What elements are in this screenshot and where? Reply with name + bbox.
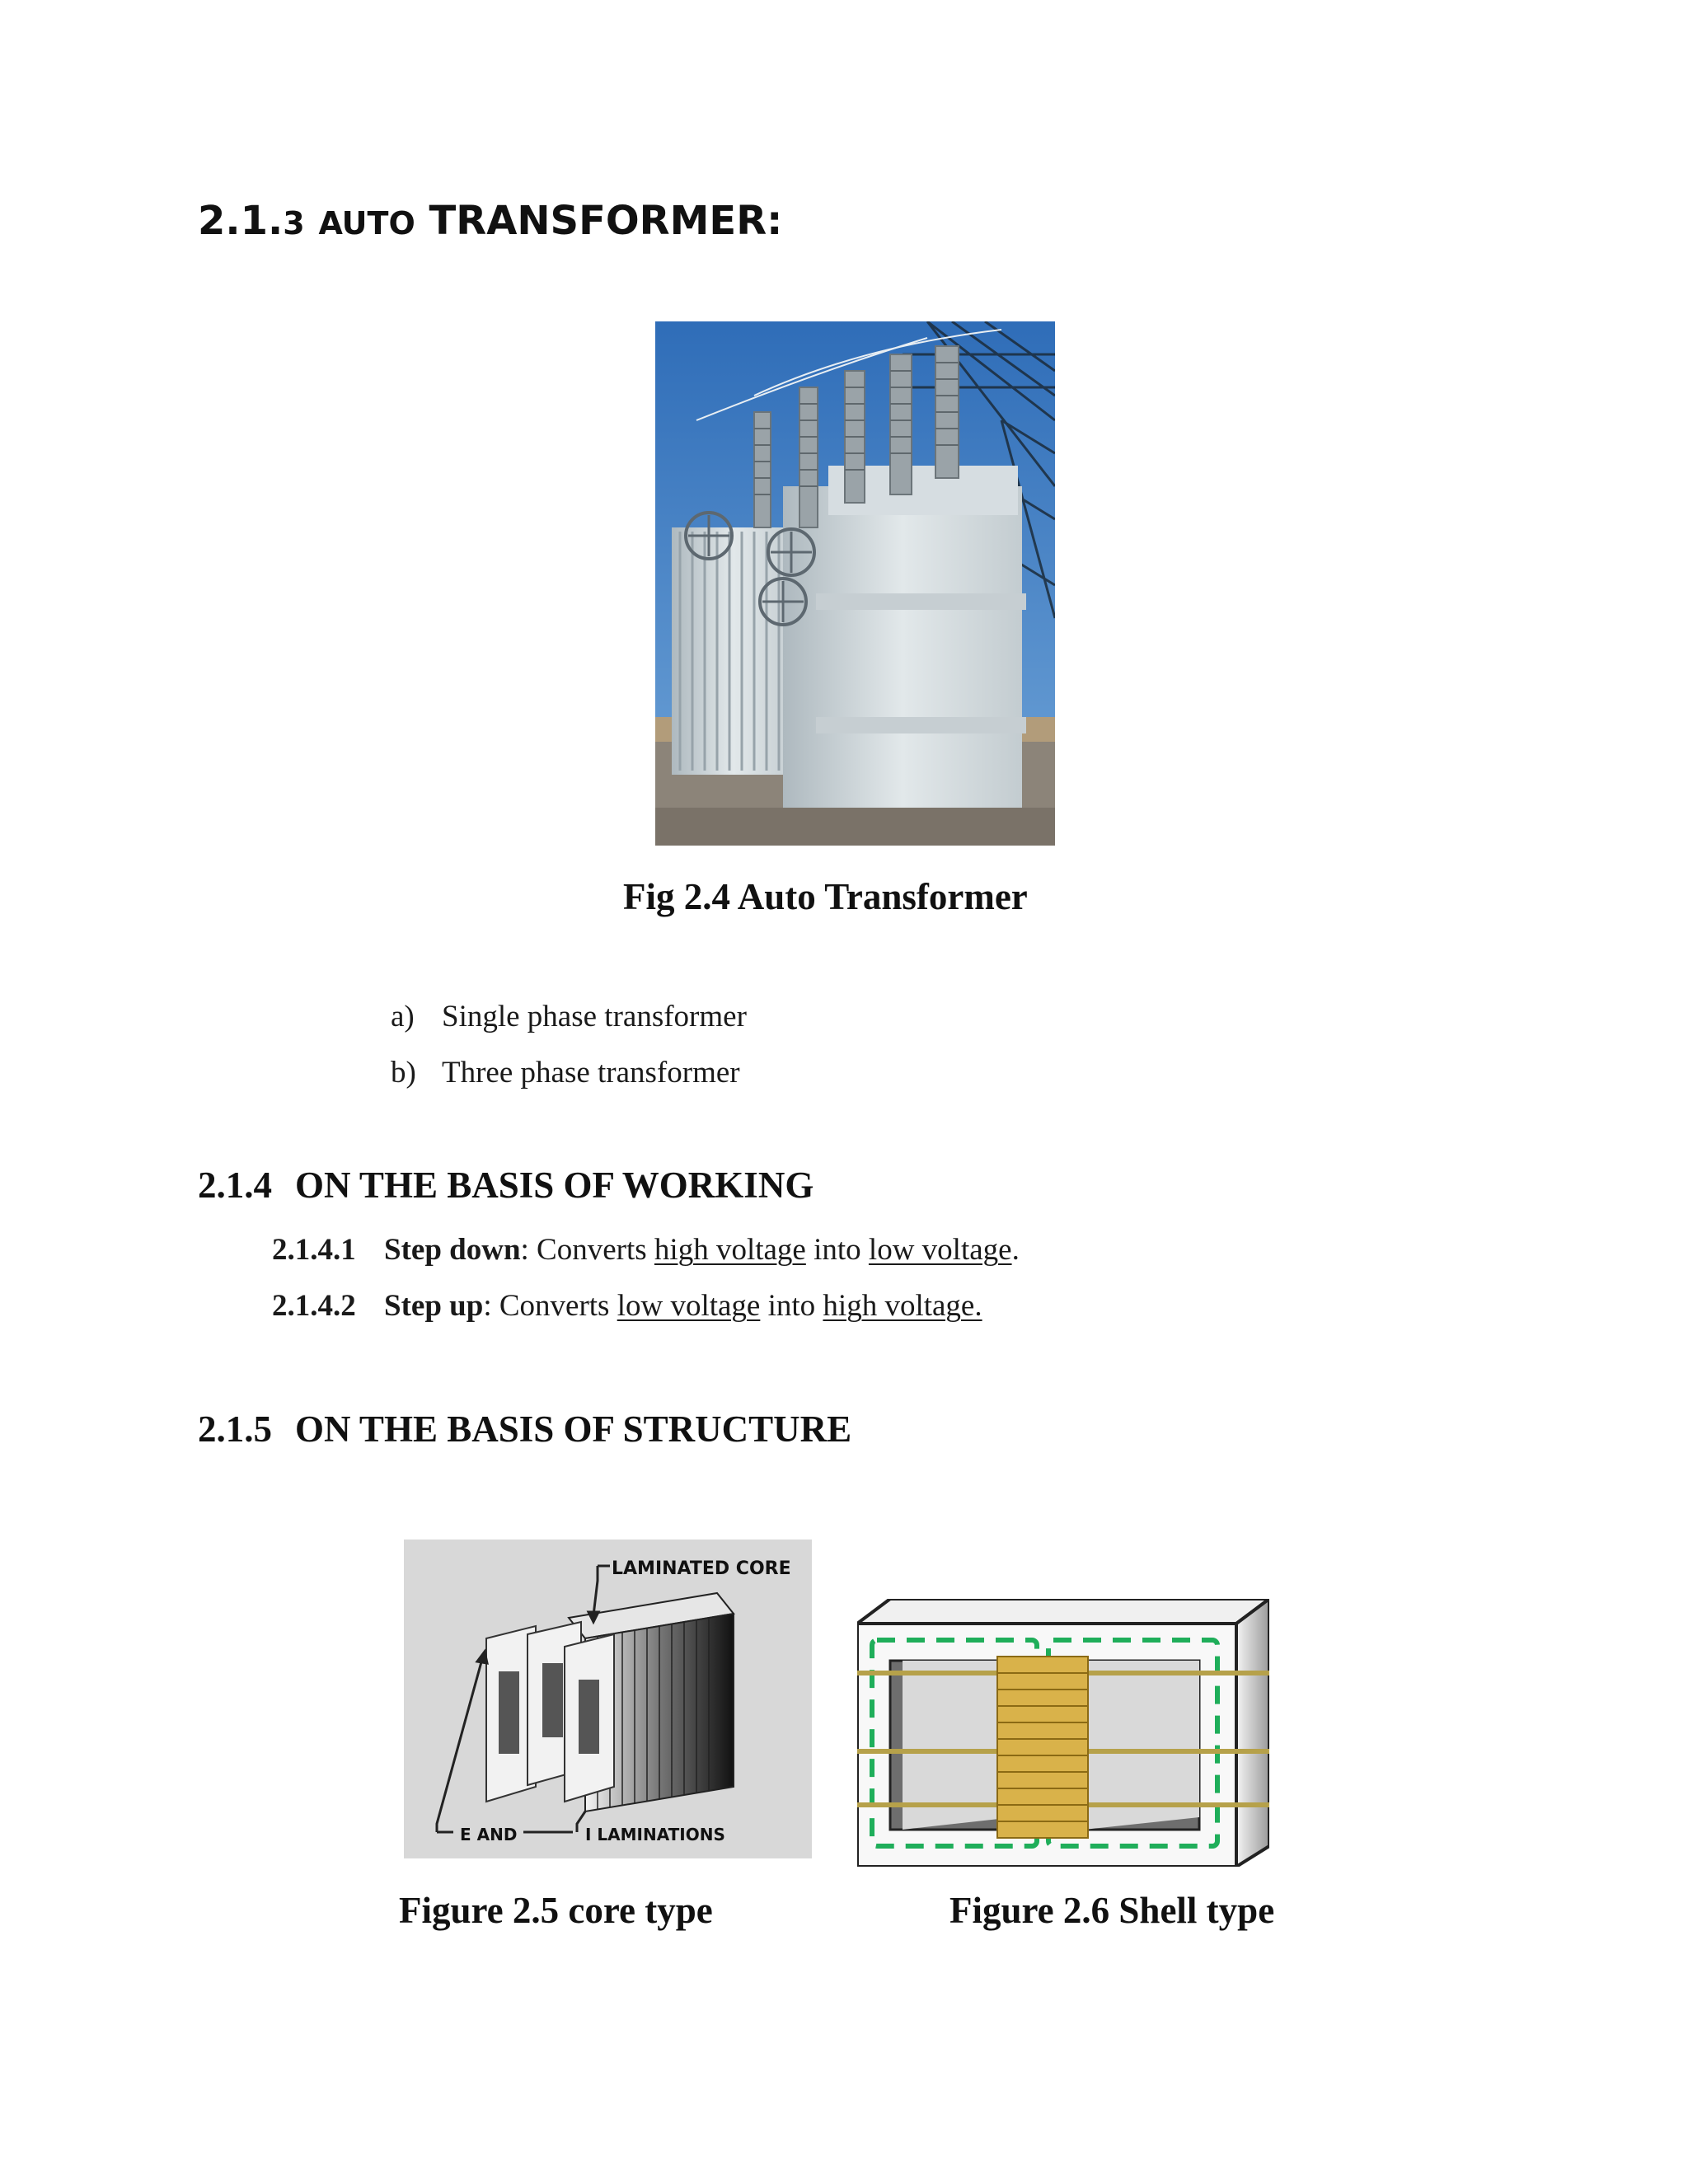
sub-item-text: . [1011,1233,1020,1267]
section-heading-2-1-5 [198,1408,851,1451]
list-marker: b) [391,1056,416,1090]
list-marker: a) [391,1000,415,1033]
list-item [391,1055,740,1090]
figure-caption-2-6: Figure 2.6 Shell type [950,1890,1275,1931]
section-heading-2-1-4 [198,1164,814,1207]
sub-item-to: low voltage [868,1233,1012,1267]
sub-item-text: : Converts [483,1289,617,1323]
sub-item-term: Step up [384,1289,484,1323]
sub-item-text: into [760,1289,823,1323]
sub-item-number: 2.1.4.1 [272,1233,356,1267]
sub-item-step-up [272,1288,982,1324]
heading-number-small: 3 [283,205,305,241]
sub-item-text: : Converts [520,1233,654,1267]
auto-transformer-photo [655,321,1055,846]
sub-item-from: low voltage [617,1289,761,1323]
shell-type-diagram [857,1599,1269,1867]
section-title: ON THE BASIS OF WORKING [295,1165,814,1206]
sub-item-step-down [272,1232,1020,1268]
label-e-and: E AND [460,1825,518,1844]
section-number: 2.1.5 [198,1408,272,1450]
figure-caption-2-5: Figure 2.5 core type [399,1890,713,1931]
list-text: Single phase transformer [442,1000,747,1033]
section-number: 2.1.4 [198,1165,272,1206]
section-heading-2-1-3 [198,198,782,244]
list-item [391,999,747,1034]
sub-item-to: high voltage. [823,1289,982,1323]
sub-item-term: Step down [384,1233,521,1267]
sub-item-number: 2.1.4.2 [272,1289,356,1323]
sub-item-text: into [805,1233,869,1267]
label-i-laminations: I LAMINATIONS [585,1825,725,1844]
heading-word: TRANSFORMER: [429,198,783,244]
figure-caption-2-4: Fig 2.4 Auto Transformer [623,876,1028,917]
core-type-diagram [404,1540,812,1858]
list-text: Three phase transformer [442,1056,740,1090]
section-title: ON THE BASIS OF STRUCTURE [295,1408,852,1450]
heading-word-small: AUTO [318,205,415,241]
heading-number: 2.1. [198,198,284,244]
sub-item-from: high voltage [654,1233,806,1267]
label-laminated-core: LAMINATED CORE [612,1558,791,1579]
